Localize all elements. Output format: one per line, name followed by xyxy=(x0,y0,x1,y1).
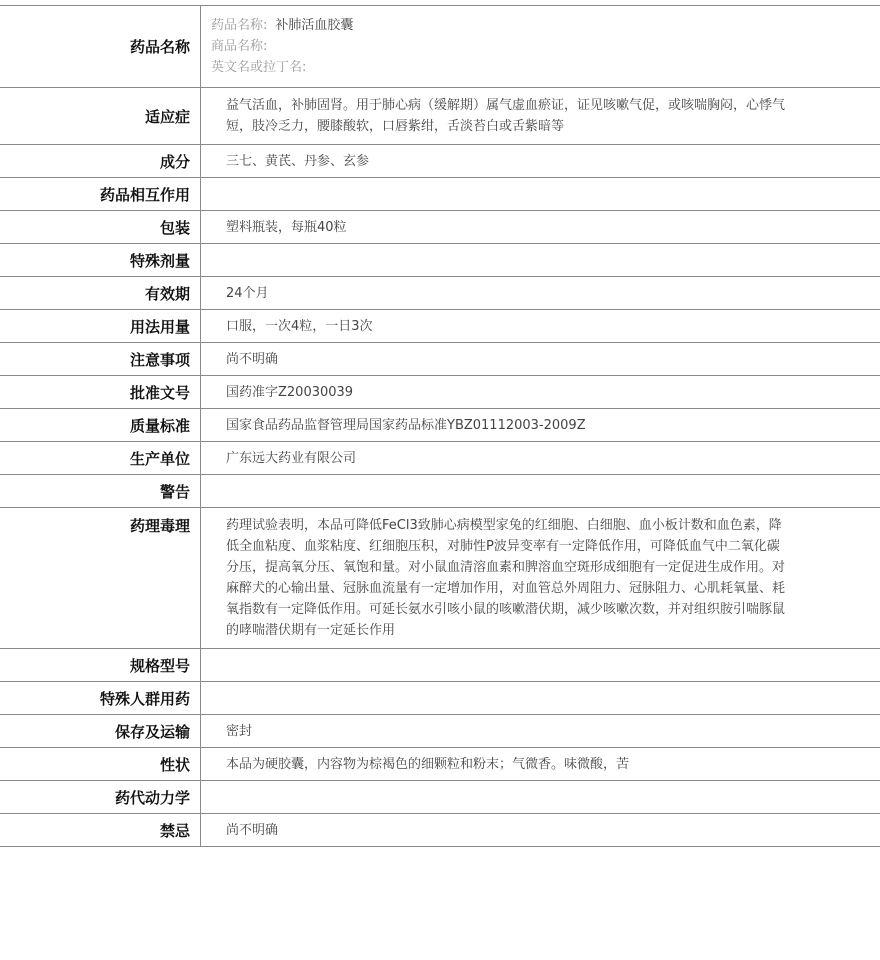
row-value-specification xyxy=(201,649,880,682)
row-value-storage: 密封 xyxy=(201,715,880,748)
row-label-usage: 用法用量 xyxy=(0,310,201,343)
row-label-warning: 警告 xyxy=(0,475,201,508)
row-precautions xyxy=(0,343,880,376)
trade-name-key: 商品名称: xyxy=(211,39,268,54)
drug-info-table xyxy=(0,5,880,847)
row-value-contraindications: 尚不明确 xyxy=(201,814,880,847)
row-value-shelf-life: 24个月 xyxy=(201,277,880,310)
row-pharmacology xyxy=(0,508,880,649)
row-value-indications: 益气活血，补肺固肾。用于肺心病（缓解期）属气虚血瘀证，证见咳嗽气促，或咳喘胸闷，心悸气短，肢冷乏力，腰膝酸软，口唇紫绀，舌淡苔白或舌紫暗等 xyxy=(201,88,880,145)
english-name-key: 英文名或拉丁名: xyxy=(211,60,307,75)
row-label-quality-standard: 质量标准 xyxy=(0,409,201,442)
generic-name-line xyxy=(211,15,870,36)
row-quality-standard xyxy=(0,409,880,442)
row-packaging xyxy=(0,211,880,244)
row-label-special-populations: 特殊人群用药 xyxy=(0,682,201,715)
row-value-pharmacology: 药理试验表明，本品可降低FeCl3致肺心病模型家兔的红细胞、白细胞、血小板计数和血色素，降低全血粘度、血浆粘度、红细胞压积，对肺性P波异变率有一定降低作用，可降低血气中二氧化碳分压，提高氧分压、氧饱和量。对小鼠血清溶血素和脾溶血空斑形成细胞有一定促进生成作用。对麻醉犬的心输出量、冠脉血流量有一定增加作用，对血管总外周阻力、冠脉阻力、心肌耗氧量、耗氧指数有一定降低作用。可延长氨水引咳小鼠的咳嗽潜伏期，减少咳嗽次数，并对组织胺引喘豚鼠的哮喘潜伏期有一定延长作用 xyxy=(201,508,880,649)
row-pharmacokinetics xyxy=(0,781,880,814)
row-value-description: 本品为硬胶囊，内容物为棕褐色的细颗粒和粉末；气微香。味微酸，苦 xyxy=(201,748,880,781)
row-ingredients xyxy=(0,145,880,178)
row-drug-name xyxy=(0,6,880,88)
row-storage xyxy=(0,715,880,748)
row-description xyxy=(0,748,880,781)
row-label-precautions: 注意事项 xyxy=(0,343,201,376)
row-approval-number xyxy=(0,376,880,409)
row-value-ingredients: 三七、黄芪、丹参、玄参 xyxy=(201,145,880,178)
row-label-special-dosage: 特殊剂量 xyxy=(0,244,201,277)
row-label-pharmacokinetics: 药代动力学 xyxy=(0,781,201,814)
row-value-pharmacokinetics xyxy=(201,781,880,814)
row-specification xyxy=(0,649,880,682)
generic-name-value: 补肺活血胶囊 xyxy=(275,18,354,33)
row-label-interactions: 药品相互作用 xyxy=(0,178,201,211)
row-contraindications xyxy=(0,814,880,847)
row-indications xyxy=(0,88,880,145)
row-value-approval-number: 国药准字Z20030039 xyxy=(201,376,880,409)
row-value-special-populations xyxy=(201,682,880,715)
row-value-manufacturer: 广东远大药业有限公司 xyxy=(201,442,880,475)
row-value-quality-standard: 国家食品药品监督管理局国家药品标准YBZ01112003-2009Z xyxy=(201,409,880,442)
row-value-usage: 口服，一次4粒，一日3次 xyxy=(201,310,880,343)
row-warning xyxy=(0,475,880,508)
row-special-populations xyxy=(0,682,880,715)
row-value-special-dosage xyxy=(201,244,880,277)
english-name-line xyxy=(211,57,870,78)
row-usage xyxy=(0,310,880,343)
english-name-value xyxy=(306,60,314,75)
row-special-dosage xyxy=(0,244,880,277)
row-label-manufacturer: 生产单位 xyxy=(0,442,201,475)
drug-info-sheet xyxy=(0,5,880,847)
row-label-shelf-life: 有效期 xyxy=(0,277,201,310)
row-label-storage: 保存及运输 xyxy=(0,715,201,748)
trade-name-line xyxy=(211,36,870,57)
row-label-ingredients: 成分 xyxy=(0,145,201,178)
row-manufacturer xyxy=(0,442,880,475)
drug-name-cell xyxy=(201,6,880,88)
row-label-contraindications: 禁忌 xyxy=(0,814,201,847)
row-value-warning xyxy=(201,475,880,508)
trade-name-value xyxy=(267,39,275,54)
row-label-indications: 适应症 xyxy=(0,88,201,145)
row-interactions xyxy=(0,178,880,211)
row-shelf-life xyxy=(0,277,880,310)
row-value-precautions: 尚不明确 xyxy=(201,343,880,376)
row-label-approval-number: 批准文号 xyxy=(0,376,201,409)
row-label-description: 性状 xyxy=(0,748,201,781)
row-label-packaging: 包装 xyxy=(0,211,201,244)
row-label-specification: 规格型号 xyxy=(0,649,201,682)
row-value-interactions xyxy=(201,178,880,211)
row-value-packaging: 塑料瓶装，每瓶40粒 xyxy=(201,211,880,244)
row-label-drug-name: 药品名称 xyxy=(0,6,201,88)
row-label-pharmacology: 药理毒理 xyxy=(0,508,201,649)
generic-name-key: 药品名称: xyxy=(211,18,268,33)
